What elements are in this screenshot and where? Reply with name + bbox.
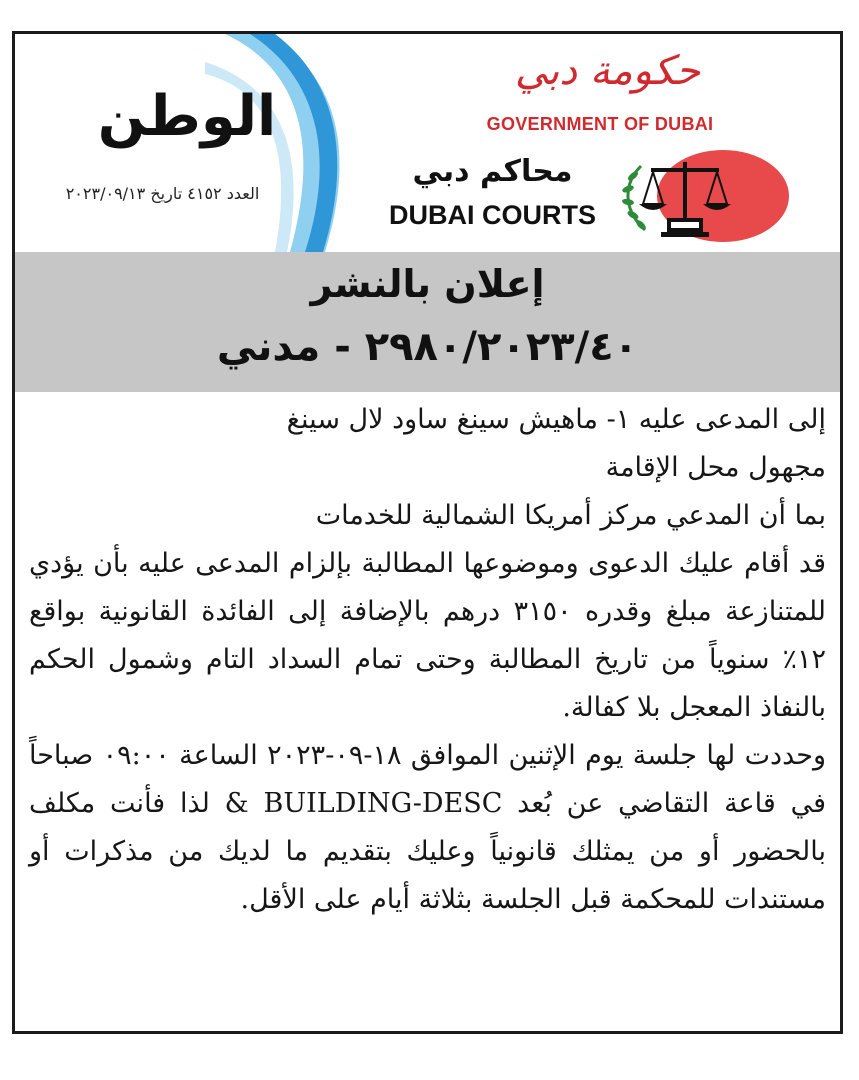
paragraph-claim: قد أقام عليك الدعوى وموضوعها المطالبة بإلزام المدعى عليه بأن يؤدي للمتنازعة مبلغ وقدره ٣١٥٠ درهم بالإضافة إلى الفائدة القانونية بواقع ١٢٪ سنوياً من تاريخ المطالبة وحتى تمام السداد التام وشمول الحكم بالنفاذ المعجل بلا كفالة. — [29, 548, 827, 723]
notice-frame — [12, 31, 843, 1034]
paragraph-plaintiff: بما أن المدعي مركز أمريكا الشمالية للخدمات — [315, 500, 826, 531]
government-name-arabic: حكومة دبي — [514, 48, 701, 94]
notice-body — [29, 396, 826, 924]
paragraph-defendant: إلى المدعى عليه ١- ماهيش سينغ ساود لال سينغ — [286, 404, 826, 435]
issue-line: العدد ٤١٥٢ تاريخ ٢٠٢٣/٠٩/١٣ — [65, 184, 260, 203]
courts-name-english: DUBAI COURTS — [389, 200, 596, 230]
paragraph-hearing: وحددت لها جلسة يوم الإثنين الموافق ١٨-٠٩-٢٠٢٣ الساعة ٠٩:٠٠ صباحاً في قاعة التقاضي عن بُعد BUILDING-DESC & لذا فأنت مكلف بالحضور أو من يمثلك قانونياً وعليك بتقديم ما لديك من مذكرات أو مستندات للمحكمة قبل الجلسة بثلاثة أيام على الأقل. — [29, 740, 826, 915]
courts-name-arabic: محاكم دبي — [412, 154, 573, 189]
scales-of-justice-icon — [611, 144, 791, 244]
paragraph-residence: مجهول محل الإقامة — [605, 452, 826, 483]
masthead — [15, 34, 840, 252]
government-name-english: GOVERNMENT OF DUBAI — [486, 114, 714, 134]
newspaper-name: الوطن — [97, 84, 277, 149]
case-number: ٢٩٨٠/٢٠٢٣/٤٠ - مدني — [216, 324, 639, 370]
notice-title: إعلان بالنشر — [310, 262, 545, 306]
notice-title-band — [15, 252, 840, 392]
